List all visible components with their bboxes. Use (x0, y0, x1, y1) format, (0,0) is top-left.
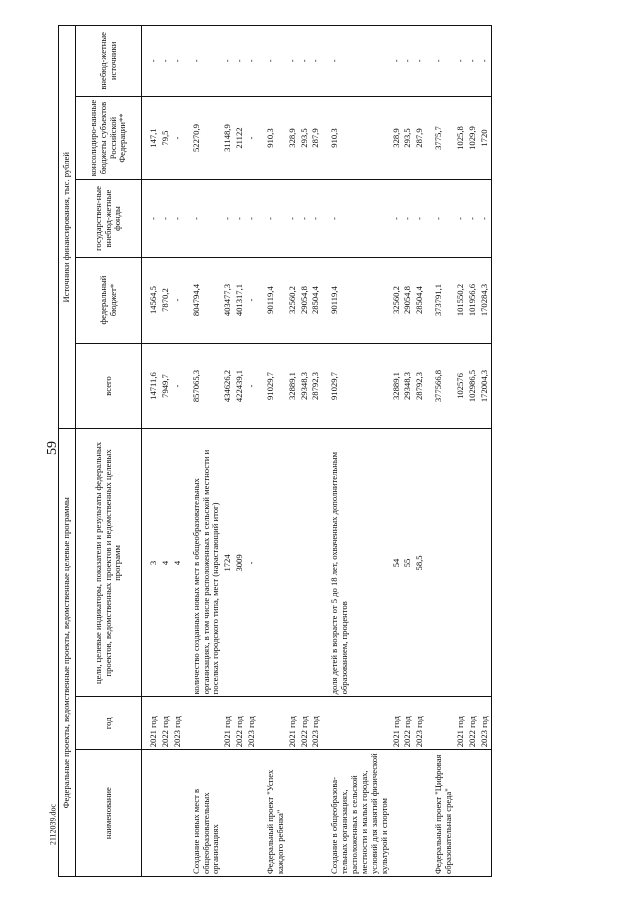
cell-federal: 101550,2 (455, 257, 467, 343)
cell-federal: 29054,8 (299, 257, 311, 343)
cell-name: Создание новых мест в общеобразовательных организациях (184, 750, 223, 877)
cell-name (455, 750, 467, 877)
table-body (142, 26, 492, 877)
table-row (184, 26, 223, 877)
cell-total: 91029,7 (258, 343, 287, 429)
cell-year (426, 697, 455, 750)
cell-name (234, 750, 246, 877)
table-row (310, 26, 322, 877)
cell-extra: - (467, 26, 479, 97)
page-number: 59 (45, 441, 60, 455)
cell-extra: - (222, 26, 234, 97)
cell-extra: - (184, 26, 223, 97)
cell-regional: 1025,8 (455, 96, 467, 180)
cell-total: 172004,3 (479, 343, 491, 429)
col-year-header: год (76, 697, 142, 750)
cell-state-funds: - (402, 180, 414, 257)
cell-name (310, 750, 322, 877)
col-federal-header: федеральный бюджет* (76, 257, 142, 343)
cell-total: 91029,7 (322, 343, 390, 429)
cell-year: 2023 год (479, 697, 491, 750)
cell-extra: - (322, 26, 390, 97)
cell-year: 2021 год (222, 697, 234, 750)
cell-federal: 804794,4 (184, 257, 223, 343)
table-row (322, 26, 390, 877)
cell-indicator: 54 (391, 429, 403, 697)
col-total-header: всего (76, 343, 142, 429)
cell-regional: 1029,9 (467, 96, 479, 180)
table-row (455, 26, 467, 877)
cell-federal: - (246, 257, 258, 343)
cell-extra: - (142, 26, 160, 97)
cell-year: 2022 год (160, 697, 172, 750)
cell-total: 29348,3 (299, 343, 311, 429)
cell-federal: 90119,4 (322, 257, 390, 343)
cell-name (299, 750, 311, 877)
cell-extra: - (246, 26, 258, 97)
cell-indicator: 1724 (222, 429, 234, 697)
cell-year (184, 697, 223, 750)
cell-total: 32889,1 (391, 343, 403, 429)
cell-state-funds: - (467, 180, 479, 257)
cell-state-funds: - (287, 180, 299, 257)
cell-extra: - (160, 26, 172, 97)
table-row (299, 26, 311, 877)
cell-state-funds: - (299, 180, 311, 257)
financing-table (58, 25, 492, 877)
table-row (258, 26, 287, 877)
cell-state-funds: - (426, 180, 455, 257)
col-indicators-header: цели, целевые индикаторы, показатели и результаты федеральных проектов, ведомственных проектов и ведомственных целевых программ (76, 429, 142, 697)
cell-total: 14711,6 (142, 343, 160, 429)
cell-regional: 1720 (479, 96, 491, 180)
cell-extra: - (258, 26, 287, 97)
cell-state-funds: - (322, 180, 390, 257)
cell-extra: - (299, 26, 311, 97)
cell-year: 2021 год (142, 697, 160, 750)
cell-total: - (246, 343, 258, 429)
cell-year: 2023 год (172, 697, 184, 750)
cell-state-funds: - (479, 180, 491, 257)
cell-indicator: количество созданных новых мест в общеобразовательных организациях, в том числе расположенных в сельской местности и поселках городского типа, мест (нарастающий итог) (184, 429, 223, 697)
cell-indicator (426, 429, 455, 697)
cell-state-funds: - (310, 180, 322, 257)
cell-name (160, 750, 172, 877)
cell-regional: 287,9 (414, 96, 426, 180)
cell-indicator: - (246, 429, 258, 697)
cell-extra: - (310, 26, 322, 97)
cell-state-funds: - (184, 180, 223, 257)
cell-year: 2021 год (287, 697, 299, 750)
top-header: Федеральные проекты, ведомственные проекты, ведомственные целевые программы (59, 429, 76, 877)
table-row (160, 26, 172, 877)
cell-name (246, 750, 258, 877)
cell-federal: 28504,4 (414, 257, 426, 343)
cell-name: Создание в общеобразова-тельных организациях, расположенных в сельской местности и малых городах, условий для занятий физической культурой и спортом (322, 750, 390, 877)
cell-name (222, 750, 234, 877)
cell-name: Федеральный проект "Цифровая образовательная среда" (426, 750, 455, 877)
cell-extra: - (234, 26, 246, 97)
cell-regional: 293,5 (299, 96, 311, 180)
cell-year: 2022 год (402, 697, 414, 750)
cell-federal: - (172, 257, 184, 343)
cell-indicator (479, 429, 491, 697)
cell-regional: 3775,7 (426, 96, 455, 180)
cell-year (258, 697, 287, 750)
cell-federal: 29054,8 (402, 257, 414, 343)
cell-state-funds: - (160, 180, 172, 257)
cell-federal: 101956,6 (467, 257, 479, 343)
cell-state-funds: - (455, 180, 467, 257)
cell-indicator (455, 429, 467, 697)
col-extra-header: внебюд-жетные источники (76, 26, 142, 97)
cell-indicator (299, 429, 311, 697)
cell-state-funds: - (234, 180, 246, 257)
cell-state-funds: - (172, 180, 184, 257)
cell-extra: - (479, 26, 491, 97)
cell-federal: 170284,3 (479, 257, 491, 343)
cell-total: 32889,1 (287, 343, 299, 429)
cell-extra: - (391, 26, 403, 97)
cell-indicator (258, 429, 287, 697)
cell-state-funds: - (142, 180, 160, 257)
cell-name: Федеральный проект "Успех каждого ребенка" (258, 750, 287, 877)
cell-regional: 910,3 (258, 96, 287, 180)
table-row (426, 26, 455, 877)
table-row (287, 26, 299, 877)
cell-year: 2023 год (310, 697, 322, 750)
table-row (234, 26, 246, 877)
cell-regional: 910,3 (322, 96, 390, 180)
rotated-table-wrapper (58, 25, 610, 877)
cell-federal: 32560,2 (287, 257, 299, 343)
cell-regional: 79,5 (160, 96, 172, 180)
cell-federal: 403477,3 (222, 257, 234, 343)
cell-indicator: 3009 (234, 429, 246, 697)
cell-state-funds: - (246, 180, 258, 257)
cell-total: 377566,8 (426, 343, 455, 429)
table-row (222, 26, 234, 877)
table-row (414, 26, 426, 877)
cell-total: 28792,3 (414, 343, 426, 429)
cell-indicator: 4 (172, 429, 184, 697)
cell-year: 2022 год (467, 697, 479, 750)
cell-extra: - (414, 26, 426, 97)
cell-extra: - (426, 26, 455, 97)
cell-federal: 90119,4 (258, 257, 287, 343)
cell-year: 2022 год (299, 697, 311, 750)
funding-header: Источники финансирования, тыс. рублей (59, 26, 76, 430)
cell-indicator: доля детей в возрасте от 5 до 18 лет, охваченных дополнительным образованием, процентов (322, 429, 390, 697)
cell-name (479, 750, 491, 877)
col-name-header: наименование (76, 750, 142, 877)
table-row (402, 26, 414, 877)
cell-year: 2023 год (246, 697, 258, 750)
cell-name (287, 750, 299, 877)
cell-state-funds: - (222, 180, 234, 257)
cell-name (172, 750, 184, 877)
cell-total: 422439,1 (234, 343, 246, 429)
table-row (391, 26, 403, 877)
cell-total: 28792,3 (310, 343, 322, 429)
cell-state-funds: - (414, 180, 426, 257)
cell-name (467, 750, 479, 877)
cell-name (391, 750, 403, 877)
cell-regional: 31148,9 (222, 96, 234, 180)
table-row (467, 26, 479, 877)
cell-year: 2021 год (391, 697, 403, 750)
col-state-funds-header: государствен-ные внебюд-жетные фонды (76, 180, 142, 257)
cell-total: 102986,5 (467, 343, 479, 429)
cell-extra: - (455, 26, 467, 97)
cell-regional: 147,1 (142, 96, 160, 180)
cell-regional: 328,9 (391, 96, 403, 180)
cell-state-funds: - (391, 180, 403, 257)
cell-indicator: 55 (402, 429, 414, 697)
footer-filename: 2112039.doc (48, 803, 58, 846)
cell-extra: - (172, 26, 184, 97)
cell-state-funds: - (258, 180, 287, 257)
table-row (246, 26, 258, 877)
cell-name (142, 750, 160, 877)
cell-extra: - (287, 26, 299, 97)
table-row (142, 26, 160, 877)
cell-extra: - (402, 26, 414, 97)
cell-federal: 28504,4 (310, 257, 322, 343)
cell-regional: 293,5 (402, 96, 414, 180)
cell-federal: 7870,2 (160, 257, 172, 343)
cell-year: 2021 год (455, 697, 467, 750)
cell-total: 102576 (455, 343, 467, 429)
col-regional-header: консолидиро-ванные бюджеты субъектов Российской Федерации** (76, 96, 142, 180)
cell-name (402, 750, 414, 877)
cell-regional: - (246, 96, 258, 180)
cell-year: 2022 год (234, 697, 246, 750)
cell-federal: 401317,1 (234, 257, 246, 343)
cell-regional: 328,9 (287, 96, 299, 180)
cell-total: 434626,2 (222, 343, 234, 429)
cell-federal: 373791,1 (426, 257, 455, 343)
cell-federal: 14564,5 (142, 257, 160, 343)
cell-indicator (287, 429, 299, 697)
cell-regional: 21122 (234, 96, 246, 180)
cell-regional: 52270,9 (184, 96, 223, 180)
cell-indicator: 4 (160, 429, 172, 697)
cell-name (414, 750, 426, 877)
cell-indicator: 3 (142, 429, 160, 697)
cell-total: 857065,3 (184, 343, 223, 429)
table-row (479, 26, 491, 877)
cell-regional: 287,9 (310, 96, 322, 180)
cell-total: 29348,3 (402, 343, 414, 429)
cell-indicator (310, 429, 322, 697)
cell-indicator: 58,5 (414, 429, 426, 697)
cell-regional: - (172, 96, 184, 180)
cell-indicator (467, 429, 479, 697)
table-row (172, 26, 184, 877)
cell-federal: 32560,2 (391, 257, 403, 343)
cell-year: 2023 год (414, 697, 426, 750)
cell-year (322, 697, 390, 750)
cell-total: - (172, 343, 184, 429)
cell-total: 7949,7 (160, 343, 172, 429)
